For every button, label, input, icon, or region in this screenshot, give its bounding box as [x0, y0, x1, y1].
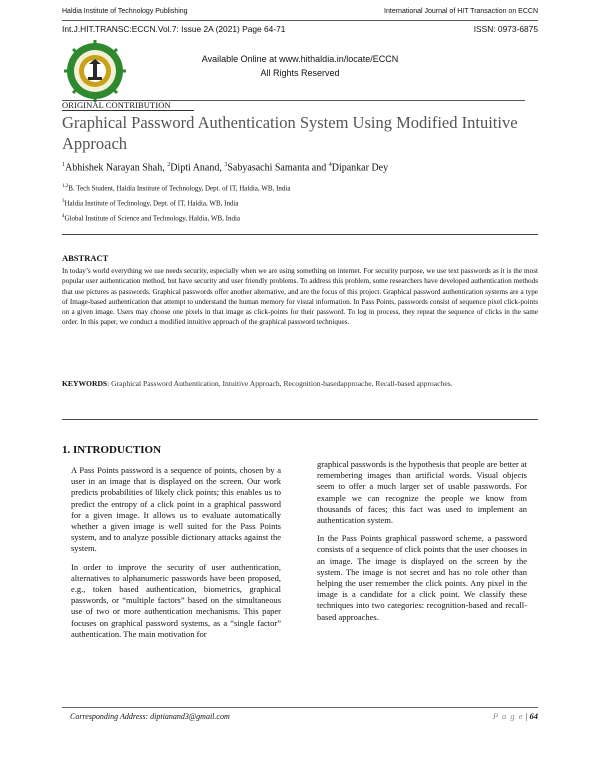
author-list	[62, 162, 388, 173]
keywords-label: KEYWORDS	[62, 379, 108, 388]
availability-url-line: Available Online at www.hithaldia.in/locate/ECCN	[201, 54, 399, 64]
right-column	[317, 459, 527, 630]
journal-header: International Journal of HIT Transaction on ECCN	[384, 8, 538, 15]
affiliation-text: Global Institute of Science and Technology, Haldia, WB, India	[64, 214, 241, 223]
affiliation-sup: 4	[62, 214, 65, 219]
section-label: ORIGINAL CONTRIBUTION	[62, 100, 171, 110]
footer-divider	[62, 707, 538, 708]
section-label-underline	[62, 110, 194, 111]
page-number: 64	[529, 711, 538, 721]
abstract-body: In today’s world everything we use needs security, especially when we are using something on internet. For security purpose, we use text passwords as it is the most popular user authentication method, but have security and user friendly problems. To address this problem, some researchers have developed authentication methods that use pictures as passwords. Graphical passwords offer another alternative, and are the focus of this project. Graphical password authentication systems are a type of Image-based authentication that attempt to understand the human memory for visual information. In Pass Points, passwords consist of sequence pixel click-points on a given image. Users may choose one pixels in that image as click-points for their password. To log in process, they repeat the sequence of clicks in the same order. In this paper, we conduct a modified intuitive approach of the graphical password techniques.	[62, 267, 538, 327]
author-sup: 1	[62, 162, 65, 168]
abstract-divider	[62, 234, 538, 235]
page-label: P a g e	[492, 711, 524, 721]
author-sup: 3	[224, 162, 228, 168]
affiliation-1	[62, 184, 290, 192]
author-name: Sabyasachi Samanta and	[227, 162, 329, 174]
affiliation-3	[62, 214, 240, 222]
author-name: Dipankar Dey	[331, 162, 389, 174]
introduction-heading: 1. INTRODUCTION	[62, 444, 162, 456]
header-divider	[62, 20, 538, 21]
page-footer	[493, 711, 538, 721]
author-sup: 2	[167, 162, 171, 168]
citation-line: Int.J.HIT.TRANSC:ECCN.Vol.7: Issue 2A (2021) Page 64-71	[62, 24, 286, 34]
body-paragraph: graphical passwords is the hypothesis that people are better at remembering images than artificial words. Visual objects seem to offer a much larger set of usable passwords. For example we can recognize the people we know from thousands of faces; this fact was used to implement an authentication system.	[317, 459, 527, 526]
rights-line: All Rights Reserved	[260, 68, 340, 78]
body-paragraph: In order to improve the security of user authentication, alternatives to alphanumeric passwords have been proposed, e.g., token based authentication, biometrics, graphical passwords, or “multiple factors” based on the simultaneous use of two or more authentication mechanisms. This paper focuses on graphical password systems, as a “single factor” authentication. The main motivation for	[71, 561, 281, 639]
affiliation-sup: 1,2	[62, 184, 69, 189]
left-column	[71, 465, 281, 647]
page-separator: |	[523, 711, 530, 721]
issn-line: ISSN: 0973-6875	[473, 24, 538, 34]
keywords-text: : Graphical Password Authentication, Intuitive Approach, Recognition-basedapproache, Recall-based approaches.	[107, 379, 453, 388]
publisher-header: Haldia Institute of Technology Publishing	[62, 8, 188, 15]
paper-title: Graphical Password Authentication System Using Modified Intuitive Approach	[62, 113, 518, 153]
affiliation-text: B. Tech Student, Haldia Institute of Technology, Dept. of IT, Haldia, WB, India	[68, 184, 291, 193]
availability-block	[0, 52, 600, 80]
affiliation-sup: 3	[62, 199, 65, 204]
keywords-divider	[62, 419, 538, 420]
body-paragraph: A Pass Points password is a sequence of points, chosen by a user in an image that is displayed on the screen. Our work predicts probabilities of likely click points; this enables us to predict the entropy of a click point in a graphical password for a given image. It allows us to evaluate automatically whether a given image is well suited for the Pass Points system, and to analyze possible dictionary attacks against the system.	[71, 465, 281, 554]
author-name: Abhishek Narayan Shah,	[65, 162, 168, 174]
corresponding-address: Corresponding Address: diptianand3@gmail.com	[70, 712, 230, 721]
author-sup: 4	[328, 162, 332, 168]
author-name: Dipti Anand,	[170, 162, 225, 174]
affiliation-text: Haldia Institute of Technology, Dept. of IT, Haldia, WB, India	[64, 199, 239, 208]
keywords-line	[62, 379, 538, 389]
abstract-heading: ABSTRACT	[62, 253, 109, 263]
affiliation-2	[62, 199, 239, 207]
body-paragraph: In the Pass Points graphical password scheme, a password consists of a sequence of click points that the user chooses in an image. The image is displayed on the screen by the system. The image is not secret and has no role other than helping the user remember the click points. Any pixel in the image is a candidate for a click point. We classify these techniques into two categories: recognition-based and recall-based approaches.	[317, 533, 527, 622]
